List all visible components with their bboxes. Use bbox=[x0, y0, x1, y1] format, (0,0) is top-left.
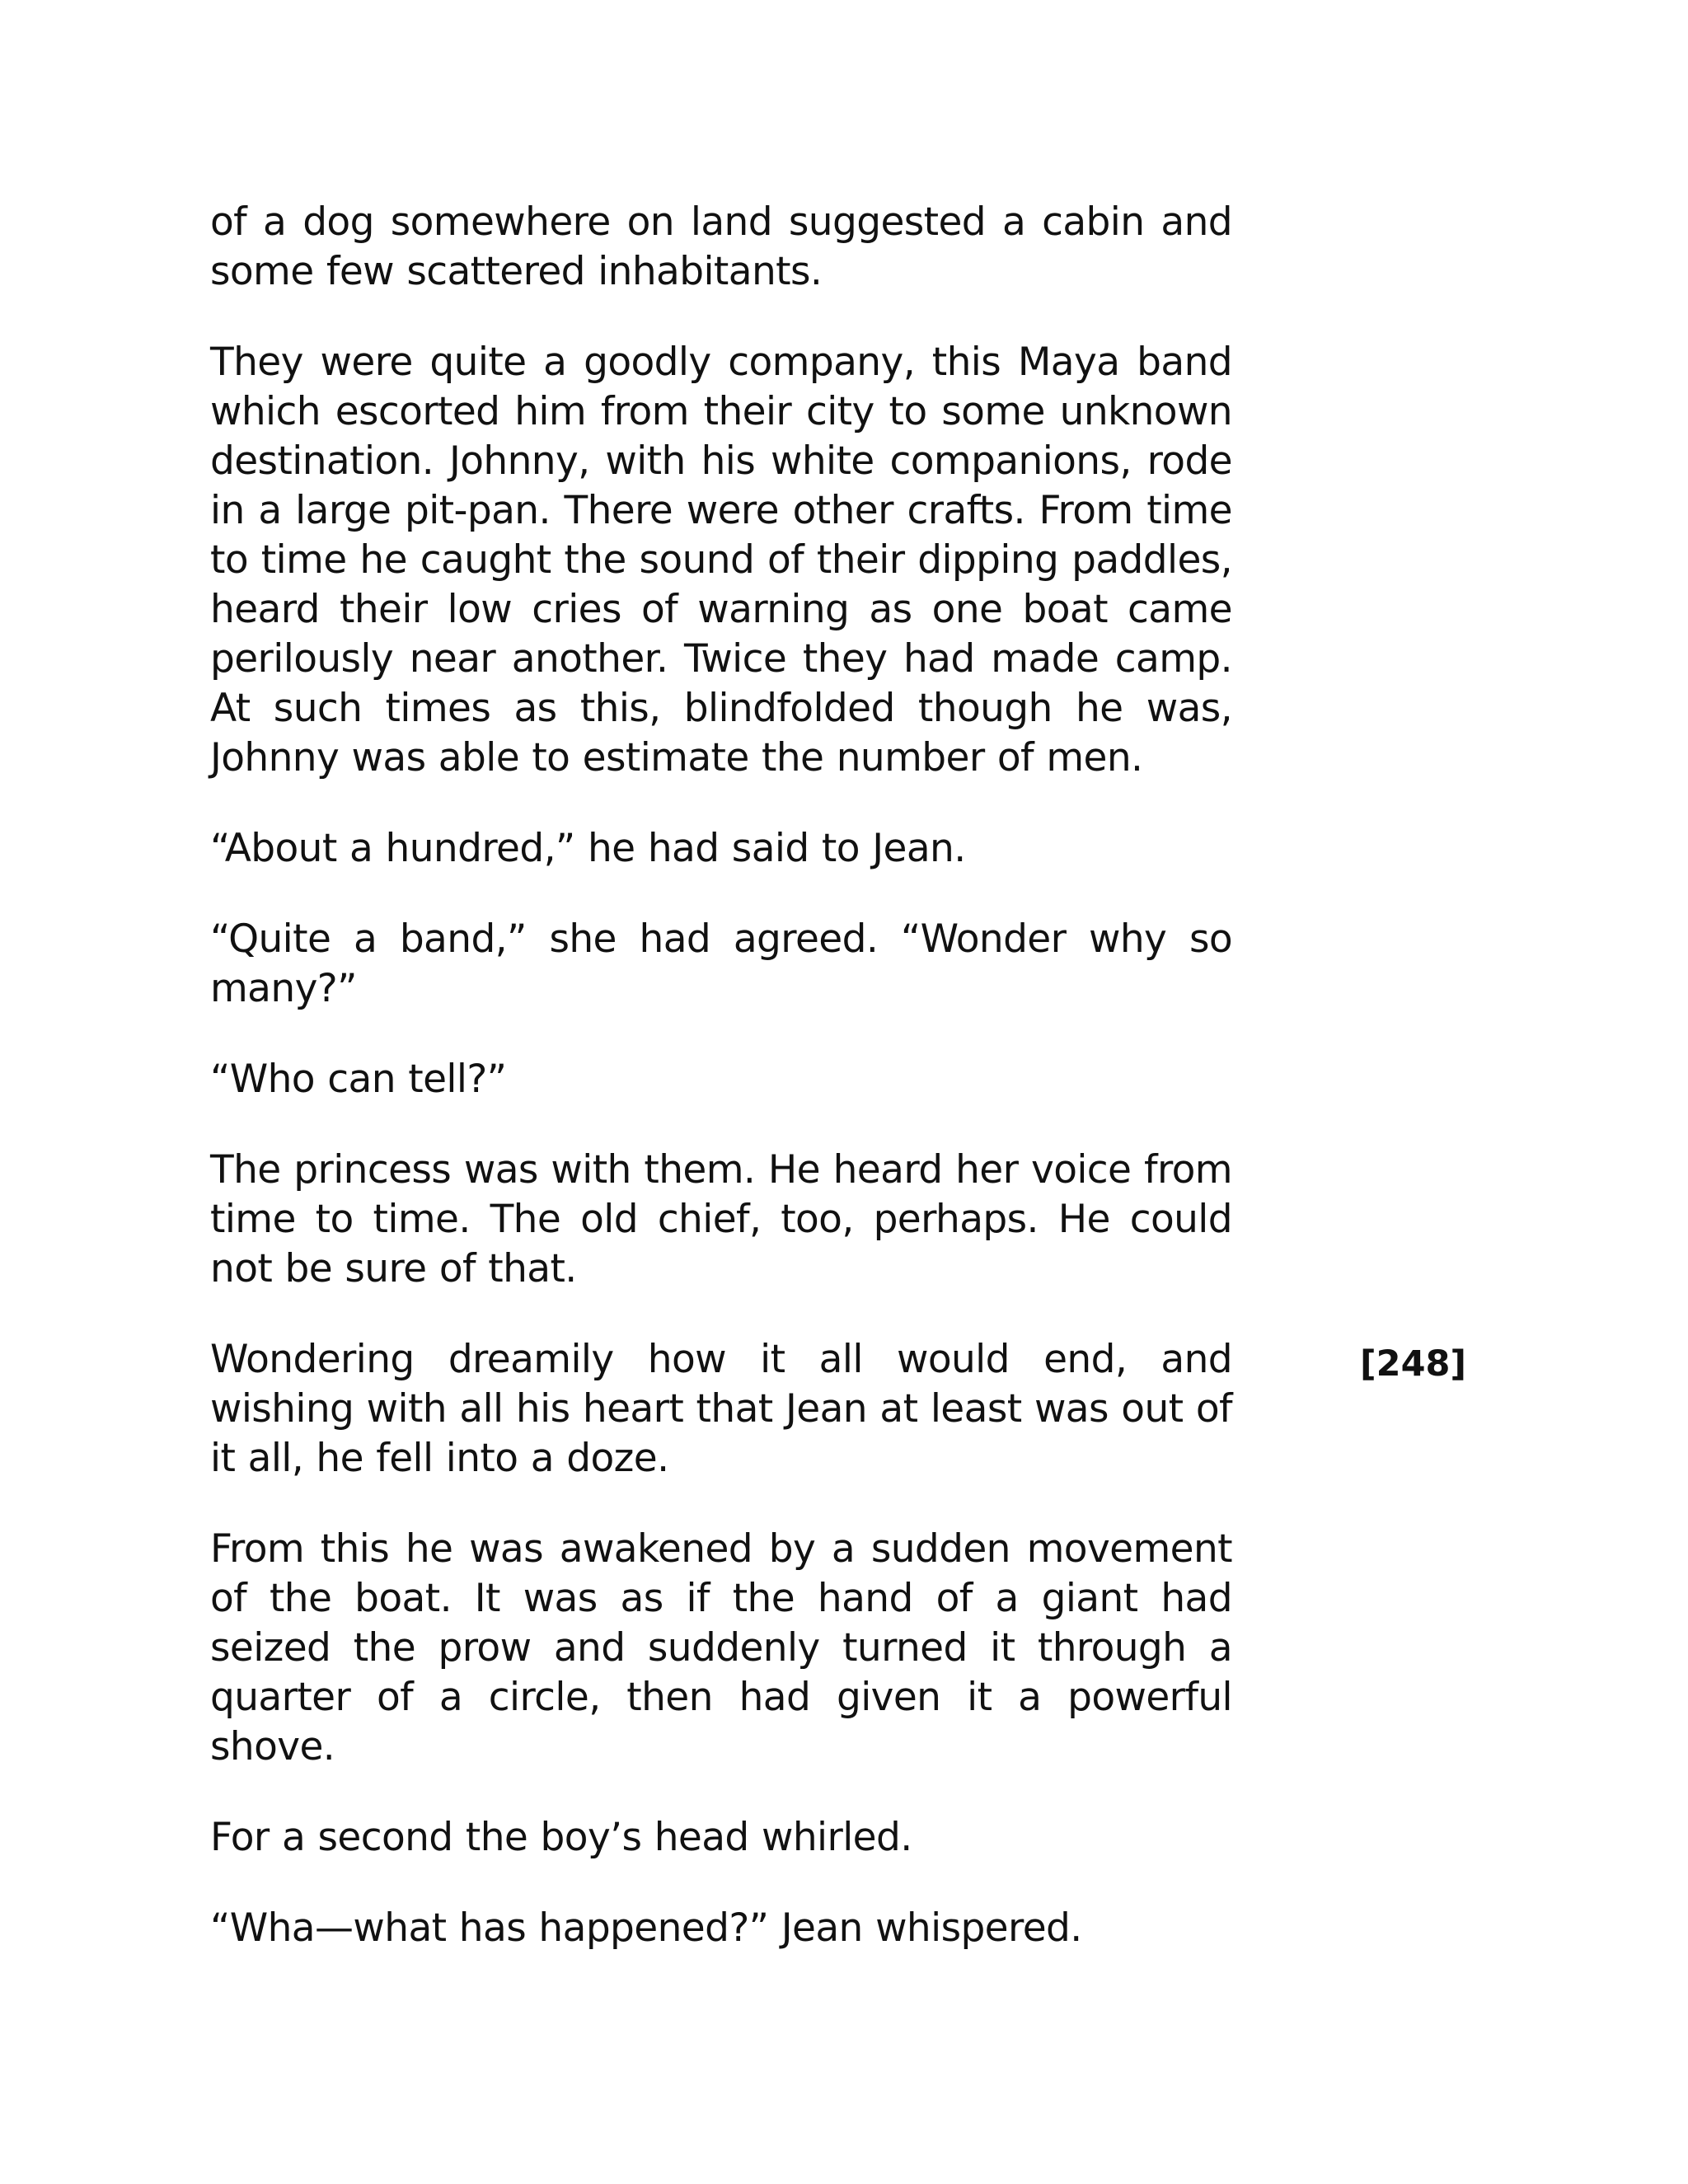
paragraph: Wondering dreamily how it all would end, and wishing with all his heart that Jean at least was out of it all, he fell into a doze. bbox=[210, 1337, 1232, 1481]
body-text bbox=[210, 198, 1232, 1994]
page-number: [248] bbox=[1360, 1343, 1467, 1385]
paragraph: “Who can tell?” bbox=[210, 1057, 507, 1102]
paragraph: of a dog somewhere on land suggested a cabin and some few scattered inhabitants. bbox=[210, 199, 1232, 294]
paragraph: For a second the boy’s head whirled. bbox=[210, 1815, 912, 1860]
paragraph: The princess was with them. He heard her voice from time to time. The old chief, too, perhaps. He could not be sure of that. bbox=[210, 1147, 1232, 1291]
paragraph: “Wha—what has happened?” Jean whispered. bbox=[210, 1905, 1082, 1951]
paragraph: “About a hundred,” he had said to Jean. bbox=[210, 826, 966, 871]
paragraph: “Quite a band,” she had agreed. “Wonder why so many?” bbox=[210, 916, 1232, 1011]
paragraph: They were quite a goodly company, this Maya band which escorted him from their city to some unknown destination. Johnny, with his white companions, rode in a large pit-pan. There were other crafts. From time to time he caught the sound of their dipping paddles, heard their low cries of warning as one boat came perilously near another. Twice they had made camp. At such times as this, blindfolded though he was, Johnny was able to estimate the number of men. bbox=[210, 340, 1232, 780]
paragraph: From this he was awakened by a sudden movement of the boat. It was as if the hand of a giant had seized the prow and suddenly turned it through a quarter of a circle, then had given it a powerful shove. bbox=[210, 1526, 1232, 1769]
